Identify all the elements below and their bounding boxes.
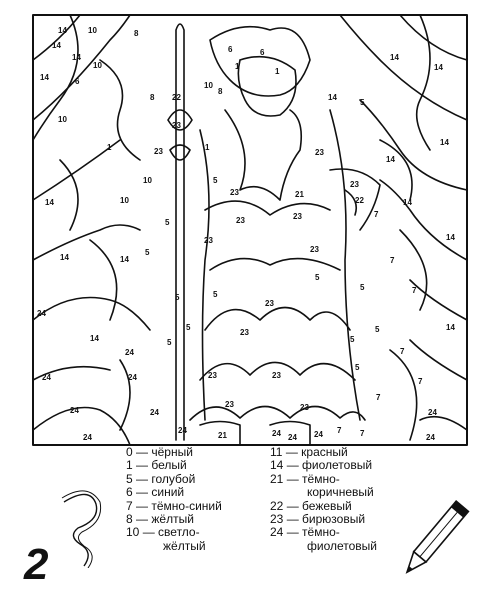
region-label: 5 xyxy=(165,218,170,227)
region-label: 1 xyxy=(107,143,112,152)
legend-number: 22 xyxy=(270,498,284,513)
legend-row xyxy=(270,473,377,486)
region-label: 24 xyxy=(37,309,46,318)
region-label: 24 xyxy=(428,408,437,417)
legend-dash: — xyxy=(286,498,299,513)
legend-number: 14 xyxy=(270,458,284,473)
legend-number: 0 xyxy=(126,445,133,459)
region-label: 5 xyxy=(350,335,355,344)
legend-number: 5 xyxy=(126,471,133,486)
color-legend-right xyxy=(270,446,377,553)
region-label: 23 xyxy=(172,121,181,130)
legend-color: голубой xyxy=(151,471,196,486)
region-label: 14 xyxy=(328,93,337,102)
page-number: 2 xyxy=(24,540,49,589)
legend-dash: — xyxy=(286,512,299,527)
region-label: 23 xyxy=(265,299,274,308)
region-label: 23 xyxy=(310,245,319,254)
legend-row-continued xyxy=(126,540,222,553)
region-label: 14 xyxy=(386,155,395,164)
region-label: 5 xyxy=(213,176,218,185)
pencil-icon xyxy=(396,492,472,588)
region-label: 23 xyxy=(315,148,324,157)
legend-color: фиолетовый xyxy=(307,538,378,553)
legend-color: фиолетовый xyxy=(302,458,373,473)
legend-color: светло- xyxy=(158,525,200,540)
region-label: 24 xyxy=(426,433,435,442)
region-label: 10 xyxy=(143,176,152,185)
region-label: 24 xyxy=(150,408,159,417)
region-label: 14 xyxy=(390,53,399,62)
legend-number: 11 xyxy=(270,445,283,459)
legend-row xyxy=(126,473,222,486)
legend-color: бирюзовый xyxy=(302,512,366,527)
legend-number: 10 xyxy=(126,525,140,540)
region-label: 24 xyxy=(178,426,187,435)
legend-dash: — xyxy=(286,471,299,486)
region-label: 23 xyxy=(208,371,217,380)
legend-number: 8 xyxy=(126,512,133,527)
region-label: 14 xyxy=(434,63,443,72)
legend-number: 23 xyxy=(270,512,284,527)
legend-color: жёлтый xyxy=(151,512,194,527)
bg-region xyxy=(33,15,140,260)
region-label: 23 xyxy=(300,403,309,412)
legend-dash: — xyxy=(136,512,149,527)
legend-color: тёмно- xyxy=(302,471,340,486)
legend-row xyxy=(126,513,222,526)
region-label: 8 xyxy=(218,87,223,96)
region-label: 5 xyxy=(360,98,365,107)
region-label: 23 xyxy=(350,180,359,189)
region-label: 10 xyxy=(120,196,129,205)
legend-color: красный xyxy=(301,445,348,459)
region-label: 1 xyxy=(205,143,210,152)
region-label: 24 xyxy=(288,433,297,442)
legend-color: синий xyxy=(151,485,185,500)
region-label: 14 xyxy=(403,198,412,207)
legend-number: 21 xyxy=(270,471,284,486)
region-label: 21 xyxy=(295,190,304,199)
region-label: 7 xyxy=(418,377,423,386)
bg-region xyxy=(33,15,140,160)
staff xyxy=(176,24,184,440)
region-label: 5 xyxy=(167,338,172,347)
region-label: 23 xyxy=(272,371,281,380)
region-label: 14 xyxy=(446,233,455,242)
legend-row-continued xyxy=(270,540,377,553)
region-label: 5 xyxy=(186,323,191,332)
legend-row xyxy=(126,526,222,539)
cloak-fold xyxy=(205,201,340,270)
beard xyxy=(225,110,301,200)
legend-color: белый xyxy=(151,458,187,473)
legend-color: жёлтый xyxy=(163,538,206,553)
region-label: 5 xyxy=(360,283,365,292)
region-label: 1 xyxy=(235,62,240,71)
region-label: 7 xyxy=(337,426,342,435)
legend-row xyxy=(126,459,222,472)
region-label: 24 xyxy=(125,348,134,357)
region-label: 14 xyxy=(45,198,54,207)
legend-row xyxy=(270,446,377,459)
legend-dash: — xyxy=(285,445,298,459)
legend-row xyxy=(270,513,377,526)
legend-number: 7 xyxy=(126,498,133,513)
legend-number: 24 xyxy=(270,525,284,540)
bg-region xyxy=(33,298,150,446)
region-label: 7 xyxy=(376,393,381,402)
legend-row xyxy=(126,500,222,513)
region-label: 6 xyxy=(75,77,80,86)
region-label: 6 xyxy=(228,45,233,54)
region-label: 23 xyxy=(240,328,249,337)
bg-region xyxy=(380,15,430,440)
region-label: 22 xyxy=(355,196,364,205)
region-label: 24 xyxy=(42,373,51,382)
region-label: 5 xyxy=(145,248,150,257)
region-label: 10 xyxy=(88,26,97,35)
region-label: 5 xyxy=(355,363,360,372)
legend-color: тёмно-синий xyxy=(151,498,222,513)
legend-row xyxy=(270,526,377,539)
legend-dash: — xyxy=(286,458,299,473)
legend-number: 1 xyxy=(126,458,133,473)
legend-dash: — xyxy=(286,525,299,540)
legend-dash: — xyxy=(136,445,149,459)
region-label: 22 xyxy=(172,93,181,102)
legend-color: коричневый xyxy=(307,485,374,500)
region-label: 14 xyxy=(90,334,99,343)
region-label: 23 xyxy=(236,216,245,225)
robe-hem xyxy=(200,308,355,381)
region-label: 24 xyxy=(314,430,323,439)
region-label: 14 xyxy=(52,41,61,50)
region-label: 6 xyxy=(260,48,265,57)
hat xyxy=(210,27,310,96)
region-label: 5 xyxy=(315,273,320,282)
staff-ornament xyxy=(168,110,192,160)
legend-color: тёмно- xyxy=(302,525,340,540)
legend-row xyxy=(126,446,222,459)
region-label: 1 xyxy=(275,67,280,76)
region-label: 23 xyxy=(293,212,302,221)
robe-hem xyxy=(190,407,365,421)
legend-number: 6 xyxy=(126,485,133,500)
region-label: 10 xyxy=(58,115,67,124)
region-label: 7 xyxy=(374,210,379,219)
bg-region xyxy=(380,180,467,430)
legend-color: чёрный xyxy=(151,445,193,459)
legend-dash: — xyxy=(142,525,155,540)
region-label: 7 xyxy=(360,429,365,438)
region-label: 23 xyxy=(225,400,234,409)
legend-dash: — xyxy=(136,458,149,473)
region-label: 14 xyxy=(58,26,67,35)
region-label: 10 xyxy=(93,61,102,70)
legend-dash: — xyxy=(136,471,149,486)
legend-color: бежевый xyxy=(302,498,352,513)
region-label: 8 xyxy=(134,29,139,38)
region-label: 24 xyxy=(70,406,79,415)
region-label: 23 xyxy=(230,188,239,197)
region-label: 5 xyxy=(375,325,380,334)
region-label: 7 xyxy=(400,347,405,356)
color-legend-left xyxy=(126,446,222,553)
legend-row xyxy=(270,500,377,513)
region-label: 5 xyxy=(213,290,218,299)
region-label: 7 xyxy=(390,256,395,265)
region-label: 21 xyxy=(218,431,227,440)
region-label: 10 xyxy=(204,81,213,90)
region-label: 14 xyxy=(72,53,81,62)
region-label: 24 xyxy=(272,429,281,438)
squiggle-line-icon xyxy=(60,488,120,568)
region-label: 24 xyxy=(83,433,92,442)
face xyxy=(238,57,296,116)
legend-row xyxy=(126,486,222,499)
region-label: 14 xyxy=(446,323,455,332)
region-label: 14 xyxy=(440,138,449,147)
region-label: 8 xyxy=(150,93,155,102)
region-label: 23 xyxy=(154,147,163,156)
region-label: 14 xyxy=(120,255,129,264)
legend-row-continued xyxy=(270,486,377,499)
region-label: 14 xyxy=(40,73,49,82)
legend-row xyxy=(270,459,377,472)
region-label: 5 xyxy=(175,293,180,302)
region-label: 14 xyxy=(60,253,69,262)
region-label: 7 xyxy=(412,286,417,295)
region-label: 23 xyxy=(204,236,213,245)
legend-dash: — xyxy=(136,485,149,500)
legend-dash: — xyxy=(136,498,149,513)
region-label: 24 xyxy=(128,373,137,382)
